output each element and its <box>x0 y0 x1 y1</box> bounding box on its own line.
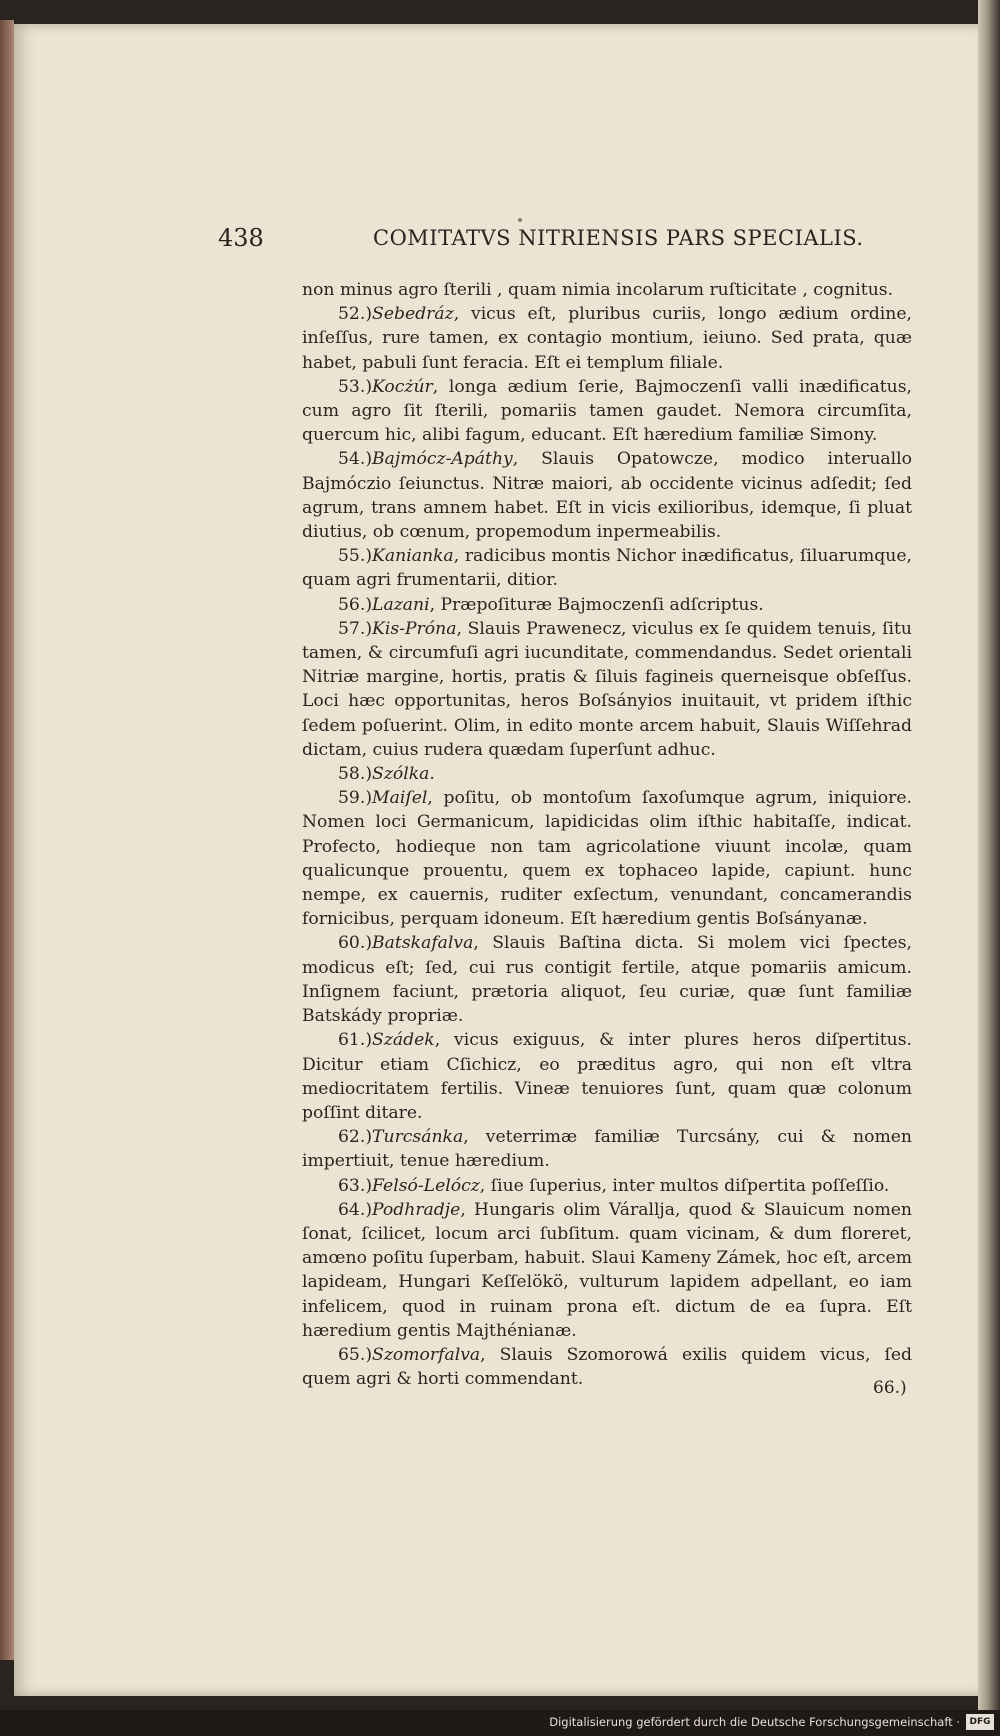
entry-number: 59.) <box>338 788 373 809</box>
entry-number: 56.) <box>338 594 373 615</box>
entry-text: , Slauis Opatowcze, modico interuallo Bajmóczio ſeiunctus. Nitræ maiori, ab occidente vicinus adſedit; ſed agrum, trans amnem habet. Eſt in vicis exilioribus, idemque, ſi pluat diutius, ob cœnum, propemodum inpermeabilis. <box>302 449 912 543</box>
entry-number: 58.) <box>338 764 373 785</box>
entry-text: , veterrimæ familiæ Turcsány, cui & nomen impertiuit, tenue hæredium. <box>302 1127 912 1172</box>
funding-credit: Digitalisierung gefördert durch die Deutsche Forschungsgemeinschaft · <box>549 1715 960 1729</box>
entry-number: 64.) <box>338 1199 373 1220</box>
place-name: Szomorfalva <box>372 1344 481 1365</box>
entry-number: 54.) <box>338 449 373 470</box>
entry-number: 55.) <box>338 546 373 567</box>
entry-number: 62.) <box>338 1127 373 1148</box>
place-name: Kocżúr <box>372 376 433 397</box>
entry-paragraph <box>302 544 912 592</box>
place-name: Lazani <box>372 594 430 615</box>
place-name: Bajmócz-Apáthy <box>372 449 513 470</box>
entry-paragraph <box>302 1125 912 1173</box>
entry-text: , longa ædium ſerie, Bajmoczenſi valli inædificatus, cum agro ſit ſterili, pomariis tamen gaudet. Nemora circumſita, quercum hic, alibi fagum, educant. Eſt hæredium familiæ Simony. <box>302 376 912 446</box>
place-name: Felsó-Lelócz <box>372 1175 480 1196</box>
entry-list <box>302 302 912 1391</box>
entry-text: , Slauis Baſtina dicta. Si molem vici ſpectes, modicus eſt; ſed, cui rus contigit fertile, atque pomariis amicum. Inſignem faciunt, prætoria aliquot, ſeu curiæ, quæ ſunt familiæ Batskády propriæ. <box>302 933 912 1027</box>
entry-number: 53.) <box>338 376 373 397</box>
entry-text: , Slauis Szomorowá exilis quidem vicus, ſed quem agri & horti commendant. <box>302 1344 912 1390</box>
entry-paragraph <box>302 1198 912 1343</box>
entry-paragraph <box>302 593 912 617</box>
entry-text: , Hungaris olim Várallja, quod & Slauicum nomen ſonat, ſcilicet, locum arci ſubſitum. quam vicinam, & dum floreret, amœno poſitu ſuperbam, habuit. Slaui Kameny Zámek, hoc eſt, arcem lapideam, Hungari Keſſelökö, vulturum lapidem adpellant, eo iam infelicem, quod in ruinam prona eſt. dictum de ea ſupra. Eſt hæredium gentis Majthénianæ. <box>302 1199 912 1341</box>
entry-number: 52.) <box>338 304 373 325</box>
place-name: Batskafalva <box>372 933 474 954</box>
entry-text: . <box>429 764 435 785</box>
place-name: Podhradje <box>372 1199 461 1220</box>
entry-paragraph <box>302 1174 912 1198</box>
book-spine-edge <box>0 20 14 1660</box>
entry-paragraph <box>302 786 912 931</box>
entry-number: 57.) <box>338 618 373 639</box>
place-name: Sebedráz <box>372 304 454 325</box>
entry-text: , poſitu, ob montoſum ſaxoſumque agrum, iniquiore. Nomen loci Germanicum, lapidicidas olim iſthic habitaſſe, indicat. Profecto, hodieque non tam agricolatione viuunt incolæ, quam qualicunque prouentu, quem ex tophaceo lapide, capiunt. hunc nempe, ex cauernis, ruditer exſectum, venundant, concamerandis fornicibus, perquam idoneum. Eſt hæredium gentis Boſsányanæ. <box>302 788 912 930</box>
entry-paragraph <box>302 375 912 448</box>
entry-number: 60.) <box>338 933 373 954</box>
entry-paragraph <box>302 931 912 1028</box>
entry-paragraph <box>302 762 912 786</box>
entry-text: , radicibus montis Nichor inædificatus, ſiluarumque, quam agri frumentarii, ditior. <box>302 546 912 591</box>
place-name: Kis-Próna <box>372 618 457 639</box>
entry-paragraph <box>302 1343 912 1391</box>
opening-line: non minus agro ſterili , quam nimia incolarum ruſticitate , cognitus. <box>302 280 894 300</box>
entry-paragraph <box>302 302 912 375</box>
entry-text: , Præpoſituræ Bajmoczenſi adſcriptus. <box>429 594 764 615</box>
page-stack-edge <box>978 0 1000 1736</box>
entry-text: , Slauis Prawenecz, viculus ex ſe quidem tenuis, ſitu tamen, & circumfuſi agri iucunditate, commendandus. Sedet orientali Nitriæ margine, hortis, pratis & ſiluis fagineis querneisque obſeſſus. Loci hæc opportunitas, heros Boſsányios inuitauit, vt pridem iſthic ſedem poſuerint. Olim, in edito monte arcem habuit, Slauis Wiſſehrad dictam, cuius rudera quædam ſuperſunt adhuc. <box>302 618 912 760</box>
entry-number: 65.) <box>338 1344 373 1365</box>
page-body <box>302 278 912 1391</box>
entry-number: 63.) <box>338 1175 373 1196</box>
place-name: Szádek <box>372 1030 435 1051</box>
footer-bar <box>0 1710 1000 1736</box>
place-name: Kanianka <box>372 546 454 567</box>
entry-text: , ſiue ſuperius, inter multos diſpertita poſſeſſio. <box>479 1175 890 1196</box>
page-number: 438 <box>218 224 264 252</box>
entry-paragraph <box>302 447 912 544</box>
place-name: Szólka <box>372 764 430 785</box>
page-header <box>218 224 864 258</box>
entry-paragraph <box>302 617 912 762</box>
catchword: 66.) <box>873 1378 907 1398</box>
printer-mark <box>518 218 522 222</box>
running-title: COMITATVS NITRIENSIS PARS SPECIALIS. <box>373 226 864 250</box>
place-name: Maiſel <box>372 788 428 809</box>
dfg-logo-icon: DFG <box>966 1714 994 1730</box>
entry-text: , vicus eſt, pluribus curiis, longo ædium ordine, inſeſſus, rure tamen, ex contagio montium, ieiuno. Sed prata, quæ habet, pabuli ſunt feracia. Eſt ei templum filiale. <box>302 304 912 373</box>
entry-number: 61.) <box>338 1030 373 1051</box>
place-name: Turcsánka <box>372 1127 464 1148</box>
entry-paragraph <box>302 1028 912 1125</box>
entry-text: , vicus exiguus, & inter plures heros diſpertitus. Dicitur etiam Cſichicz, eo præditus agro, qui non eſt vltra mediocritatem fertilis. Vineæ tenuiores ſunt, quam quæ colonum poſſint ditare. <box>302 1030 912 1123</box>
